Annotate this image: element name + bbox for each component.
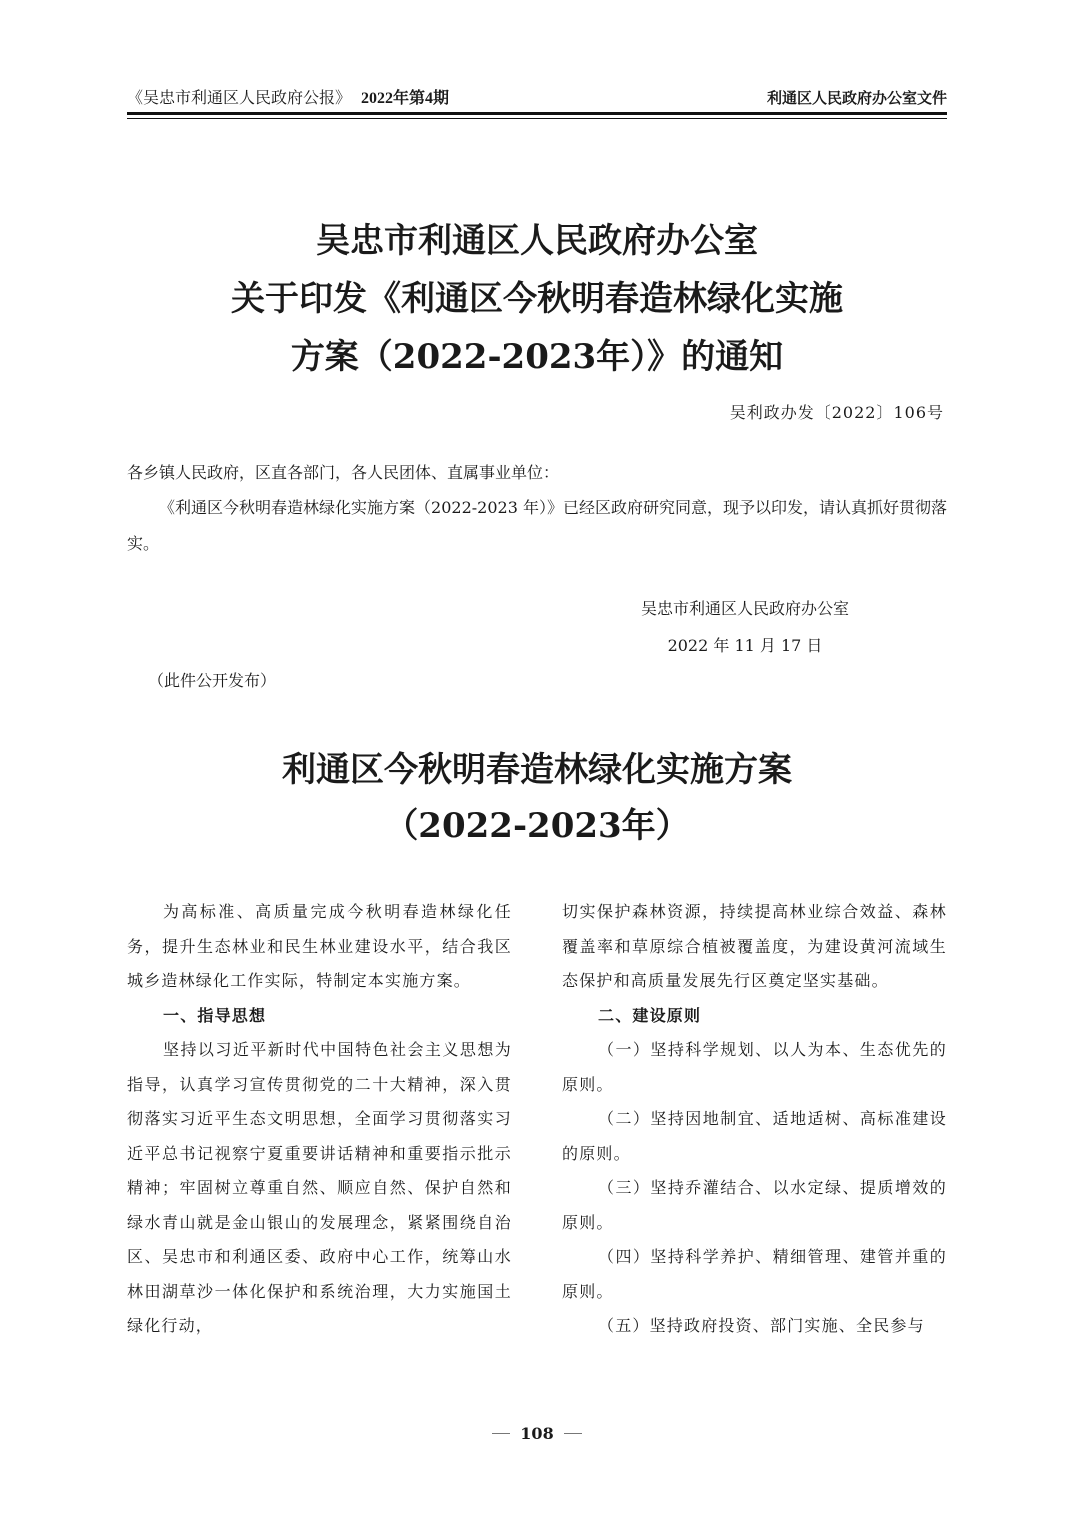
principle-item: （五）坚持政府投资、部门实施、全民参与: [598, 1316, 925, 1335]
notice-title-line: 吴忠市利通区人民政府办公室: [316, 221, 758, 261]
dash-right: [564, 1433, 582, 1435]
right-column: [562, 895, 947, 1344]
principle-item: （一）坚持科学规划、以人为本、生态优先的原则。: [562, 1040, 947, 1094]
document-number: 吴利政办发〔2022〕106号: [729, 403, 944, 422]
issue-date: 2022 年 11 月 17 日: [667, 636, 823, 655]
notice-title-line: 关于印发《利通区今秋明春造林绿化实施: [231, 279, 843, 319]
journal-name: 《吴忠市利通区人民政府公报》: [127, 88, 352, 107]
notice-title-line: 方案（2022-2023年）》的通知: [290, 337, 784, 377]
left-column: [127, 895, 512, 1344]
section-heading-principles: 二、建设原则: [598, 1005, 702, 1025]
page-number: 108: [520, 1424, 554, 1443]
dash-left: [492, 1433, 510, 1435]
plan-title: [0, 742, 1074, 854]
public-release-note: （此件公开发布）: [148, 671, 277, 690]
plan-intro: 为高标准、高质量完成今秋明春造林绿化任务，提升生态林业和民生林业建设水平，结合我区城乡造林绿化工作实际，特制定本实施方案。: [127, 902, 512, 990]
document-category: 利通区人民政府办公室文件: [766, 89, 947, 107]
plan-title-line: 利通区今秋明春造林绿化实施方案: [282, 750, 792, 790]
notice-body: 《利通区今秋明春造林绿化实施方案（2022-2023 年）》已经区政府研究同意，现予以印发，请认真抓好贯彻落实。: [127, 498, 947, 553]
header-left: [127, 85, 449, 108]
plan-title-line: （2022-2023年）: [384, 806, 690, 846]
section-body-guiding-ideology: 坚持以习近平新时代中国特色社会主义思想为指导，认真学习宣传贯彻党的二十大精神，深入贯彻落实习近平生态文明思想，全面学习贯彻落实习近平总书记视察宁夏重要讲话精神和重要指示批示精神；牢固树立尊重自然、顺应自然、保护自然和绿水青山就是金山银山的发展理念，紧紧围绕自治区、吴忠市和利通区委、政府中心工作，统筹山水林田湖草沙一体化保护和系统治理，大力实施国土绿化行动，: [127, 1040, 512, 1335]
header-rule-thick: [127, 112, 947, 115]
page-footer: [0, 1424, 1074, 1443]
addressee: 各乡镇人民政府，区直各部门，各人民团体、直属事业单位：: [127, 463, 560, 482]
signer-organization: 吴忠市利通区人民政府办公室: [640, 599, 849, 618]
principle-item: （二）坚持因地制宜、适地适树、高标准建设的原则。: [562, 1109, 947, 1163]
header-rule-thin: [127, 118, 947, 119]
running-header: [127, 78, 947, 108]
section-heading-guiding-ideology: 一、指导思想: [163, 1005, 267, 1025]
notice-title: [0, 212, 1074, 386]
principle-item: （三）坚持乔灌结合、以水定绿、提质增效的原则。: [562, 1178, 947, 1232]
section-body-continuation: 切实保护森林资源，持续提高林业综合效益、森林覆盖率和草原综合植被覆盖度，为建设黄河流域生态保护和高质量发展先行区奠定坚实基础。: [562, 902, 947, 990]
principle-item: （四）坚持科学养护、精细管理、建管并重的原则。: [562, 1247, 947, 1301]
issue-number: 2022年第4期: [361, 90, 450, 107]
